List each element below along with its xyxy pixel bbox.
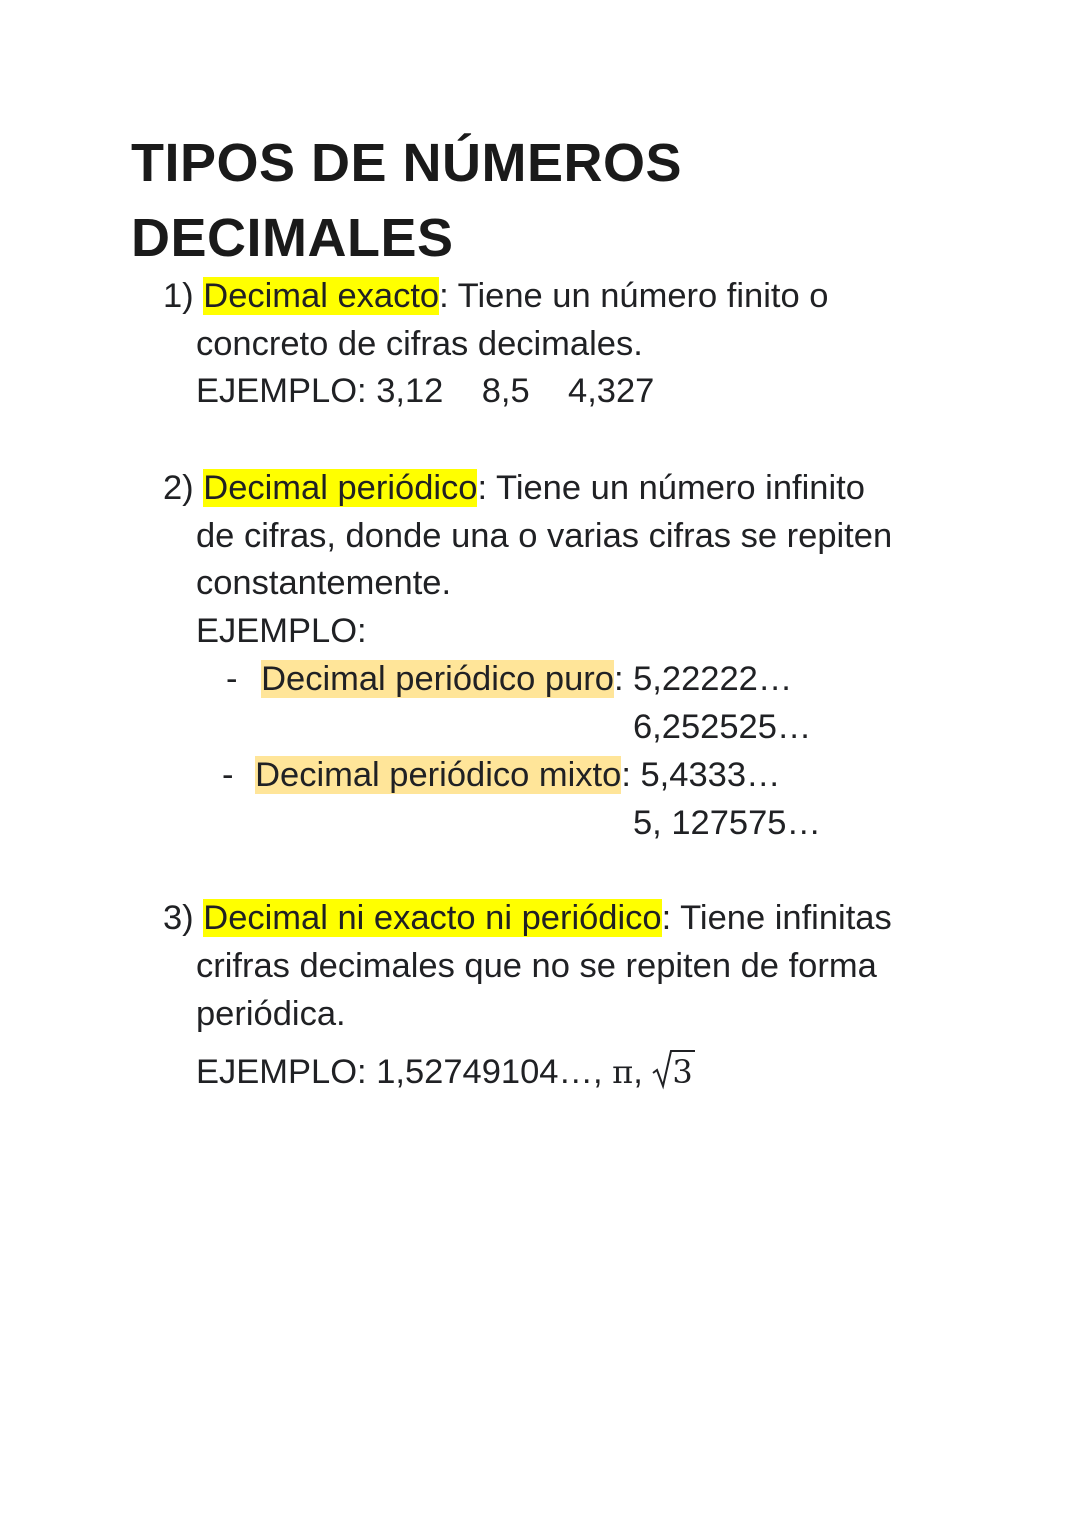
section-2-number: 2) [163,469,194,507]
section-2-term: Decimal periódico [203,469,478,507]
section-2-subitem-mixed-value-2: 5, 127575… [633,804,821,842]
bullet-dash: - [226,660,238,698]
section-3-number: 3) [163,899,194,937]
section-1-definition-end: concreto de cifras decimales. [196,325,643,363]
section-3-heading [163,898,892,938]
section-2-definition-1: : Tiene un número infinito [477,469,865,507]
section-3-definition-2: crifras decimales que no se repiten de forma [196,947,877,985]
section-1-example: EJEMPLO: 3,12 8,5 4,327 [196,372,655,410]
square-root-radicand: 3 [672,1053,693,1091]
square-root-symbol [652,1052,694,1092]
section-3-example-prefix: EJEMPLO: 1,52749104…, [196,1053,613,1091]
section-2-subitem-mixed-term: Decimal periódico mixto [255,756,622,794]
section-3-definition-3: periódica. [196,995,346,1033]
page-title-line-1: TIPOS DE NÚMEROS [131,133,683,193]
page-title-line-2: DECIMALES [131,208,454,268]
section-2-definition-2: de cifras, donde una o varias cifras se repiten [196,517,893,555]
section-1-heading [163,276,828,316]
section-2-subitem-pure-value-1: : 5,22222… [613,660,793,698]
section-1-definition-start: : Tiene un número finito o [439,277,829,315]
section-3-term: Decimal ni exacto ni periódico [203,899,662,937]
section-1-term: Decimal exacto [203,277,440,315]
section-1-number: 1) [163,277,194,315]
section-3-definition-1: : Tiene infinitas [661,899,892,937]
section-2-subitem-mixed [222,755,781,795]
section-2-subitem-pure-value-2: 6,252525… [633,708,812,746]
section-2-subitem-pure [226,659,792,699]
section-2-definition-3: constantemente. [196,564,452,602]
page-title [131,126,682,276]
section-2-subitem-mixed-value-1: : 5,4333… [621,756,781,794]
pi-symbol: π [612,1053,634,1091]
section-2-subitem-pure-term: Decimal periódico puro [261,660,614,698]
section-2-heading [163,468,865,508]
bullet-dash: - [222,756,234,794]
section-3-example-comma: , [633,1053,653,1091]
section-2-example-label: EJEMPLO: [196,612,367,650]
section-3-example [196,1052,695,1092]
radical-sign-icon [652,1046,696,1090]
